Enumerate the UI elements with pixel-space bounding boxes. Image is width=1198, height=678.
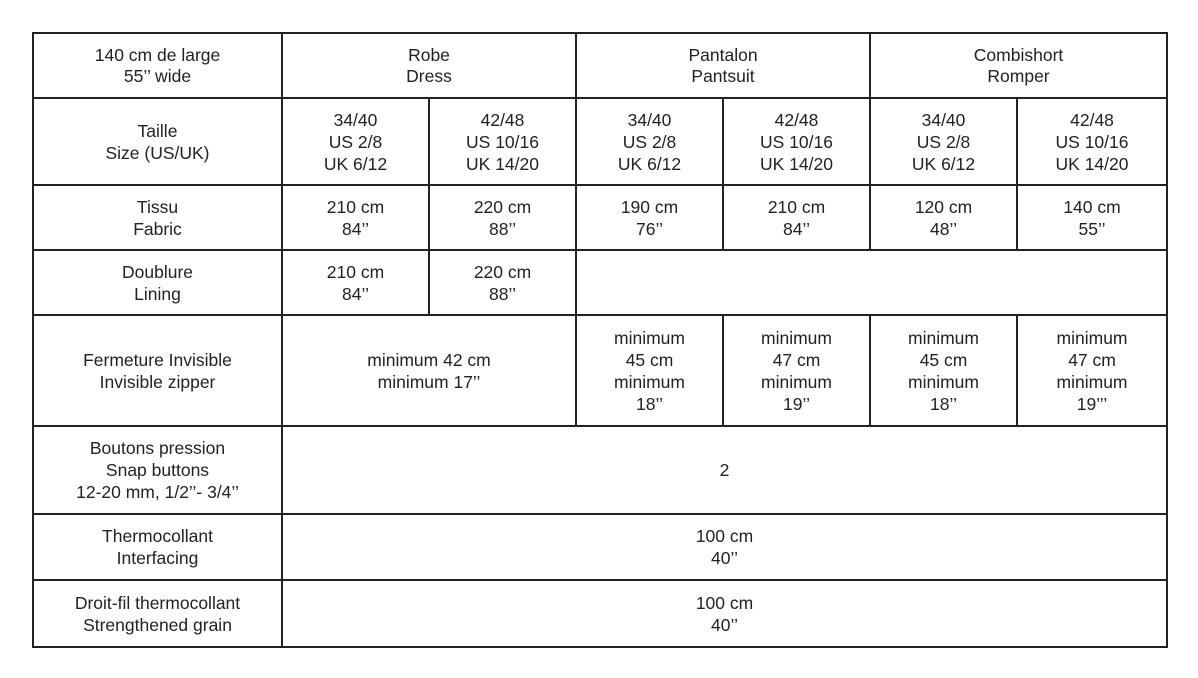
row-label: Thermocollant Interfacing [33, 514, 282, 580]
zipper-cell: minimum 42 cm minimum 17’’ [282, 315, 576, 426]
size-cell: 42/48 US 10/16 UK 14/20 [429, 98, 576, 185]
fabric-cell: 210 cm 84’’ [723, 185, 870, 250]
size-row [33, 98, 1167, 185]
snap-buttons-row [33, 426, 1167, 514]
fabric-cell: 210 cm 84’’ [282, 185, 429, 250]
garment-header-dress: Robe Dress [282, 33, 576, 98]
size-cell: 42/48 US 10/16 UK 14/20 [723, 98, 870, 185]
interfacing-cell: 100 cm 40’’ [282, 514, 1167, 580]
row-label: Doublure Lining [33, 250, 282, 315]
grain-row [33, 580, 1167, 647]
fabric-cell: 140 cm 55’’ [1017, 185, 1167, 250]
empty-cell [576, 250, 1167, 315]
interfacing-row [33, 514, 1167, 580]
snap-buttons-cell: 2 [282, 426, 1167, 514]
garment-header-pantsuit: Pantalon Pantsuit [576, 33, 870, 98]
row-label: Boutons pression Snap buttons 12-20 mm, 1/2’’- 3/4’’ [33, 426, 282, 514]
zipper-cell: minimum 45 cm minimum 18’’ [576, 315, 723, 426]
zipper-row [33, 315, 1167, 426]
fabric-cell: 220 cm 88’’ [429, 185, 576, 250]
lining-cell: 220 cm 88’’ [429, 250, 576, 315]
fabric-row [33, 185, 1167, 250]
row-label: Droit-fil thermocollant Strengthened grain [33, 580, 282, 647]
fabric-requirements-table [32, 32, 1168, 648]
zipper-cell: minimum 47 cm minimum 19’’’ [1017, 315, 1167, 426]
size-cell: 34/40 US 2/8 UK 6/12 [870, 98, 1017, 185]
fabric-cell: 190 cm 76’’ [576, 185, 723, 250]
size-cell: 34/40 US 2/8 UK 6/12 [282, 98, 429, 185]
fabric-width-cell: 140 cm de large 55’’ wide [33, 33, 282, 98]
row-label: Fermeture Invisible Invisible zipper [33, 315, 282, 426]
zipper-cell: minimum 45 cm minimum 18’’ [870, 315, 1017, 426]
lining-cell: 210 cm 84’’ [282, 250, 429, 315]
size-cell: 34/40 US 2/8 UK 6/12 [576, 98, 723, 185]
row-label: Taille Size (US/UK) [33, 98, 282, 185]
lining-row [33, 250, 1167, 315]
row-label: Tissu Fabric [33, 185, 282, 250]
size-cell: 42/48 US 10/16 UK 14/20 [1017, 98, 1167, 185]
garment-header-romper: Combishort Romper [870, 33, 1167, 98]
header-row [33, 33, 1167, 98]
fabric-cell: 120 cm 48’’ [870, 185, 1017, 250]
zipper-cell: minimum 47 cm minimum 19’’ [723, 315, 870, 426]
grain-cell: 100 cm 40’’ [282, 580, 1167, 647]
